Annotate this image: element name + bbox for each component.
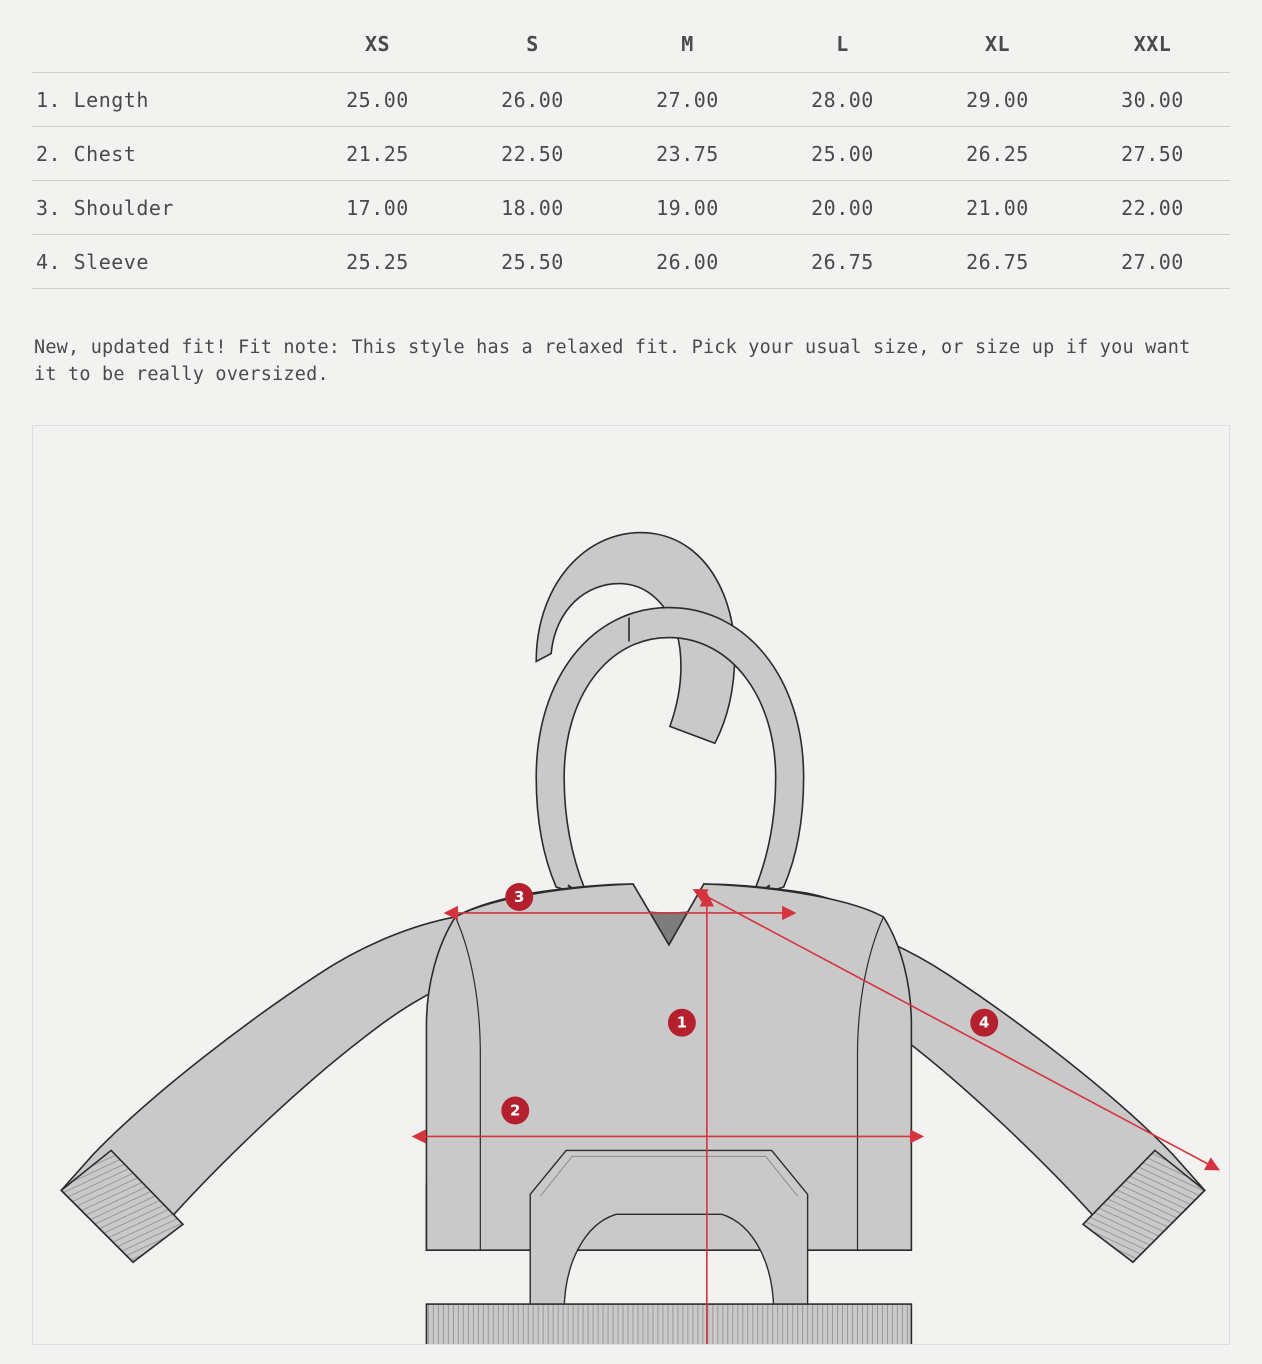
table-row <box>32 181 1230 235</box>
row-label-sleeve: 4. Sleeve <box>32 235 300 289</box>
fit-note-text: New, updated fit! Fit note: This style has a relaxed fit. Pick your usual size, or size up if you want it to be really oversized. <box>34 337 1191 385</box>
cell-sleeve-xxl: 27.00 <box>1075 235 1230 289</box>
row-label-chest: 2. Chest <box>32 127 300 181</box>
row-label-shoulder: 3. Shoulder <box>32 181 300 235</box>
cell-shoulder-xl: 21.00 <box>920 181 1075 235</box>
column-header-s: S <box>455 10 610 73</box>
cell-chest-xxl: 27.50 <box>1075 127 1230 181</box>
size-chart-page <box>0 10 1262 1364</box>
cell-sleeve-s: 25.50 <box>455 235 610 289</box>
table-header-row <box>32 10 1230 73</box>
badge-1-length <box>668 1008 696 1036</box>
badge-2-chest <box>501 1096 529 1124</box>
cell-shoulder-l: 20.00 <box>765 181 920 235</box>
hoodie-body-group <box>61 532 1205 1343</box>
cell-length-m: 27.00 <box>610 73 765 127</box>
waist-ribbing <box>426 1304 911 1344</box>
table-row <box>32 235 1230 289</box>
cell-chest-l: 25.00 <box>765 127 920 181</box>
cell-length-l: 28.00 <box>765 73 920 127</box>
column-header-l: L <box>765 10 920 73</box>
cell-length-xs: 25.00 <box>300 73 455 127</box>
badge-4-label: 4 <box>979 1013 990 1032</box>
cell-sleeve-xl: 26.75 <box>920 235 1075 289</box>
cell-sleeve-m: 26.00 <box>610 235 765 289</box>
column-header-measure <box>32 10 300 73</box>
column-header-xxl: XXL <box>1075 10 1230 73</box>
badge-3-label: 3 <box>514 887 525 906</box>
badge-1-label: 1 <box>676 1013 688 1032</box>
table-row <box>32 73 1230 127</box>
cell-shoulder-m: 19.00 <box>610 181 765 235</box>
cell-length-xxl: 30.00 <box>1075 73 1230 127</box>
cell-chest-s: 22.50 <box>455 127 610 181</box>
cell-length-xl: 29.00 <box>920 73 1075 127</box>
cell-sleeve-xs: 25.25 <box>300 235 455 289</box>
size-table-body <box>32 73 1230 289</box>
column-header-m: M <box>610 10 765 73</box>
badge-2-label: 2 <box>510 1101 521 1120</box>
table-row <box>32 127 1230 181</box>
hoodie-technical-drawing <box>33 426 1229 1344</box>
cell-shoulder-xs: 17.00 <box>300 181 455 235</box>
hood-outer <box>536 607 803 896</box>
column-header-xl: XL <box>920 10 1075 73</box>
cell-chest-xl: 26.25 <box>920 127 1075 181</box>
cell-chest-xs: 21.25 <box>300 127 455 181</box>
column-header-xs: XS <box>300 10 455 73</box>
cell-sleeve-l: 26.75 <box>765 235 920 289</box>
cell-length-s: 26.00 <box>455 73 610 127</box>
garment-diagram <box>32 425 1230 1345</box>
badge-3-shoulder <box>505 883 533 911</box>
row-label-length: 1. Length <box>32 73 300 127</box>
cell-shoulder-xxl: 22.00 <box>1075 181 1230 235</box>
cell-chest-m: 23.75 <box>610 127 765 181</box>
cell-shoulder-s: 18.00 <box>455 181 610 235</box>
size-table-header <box>32 10 1230 73</box>
size-table <box>32 10 1230 289</box>
badge-4-sleeve <box>970 1008 998 1036</box>
